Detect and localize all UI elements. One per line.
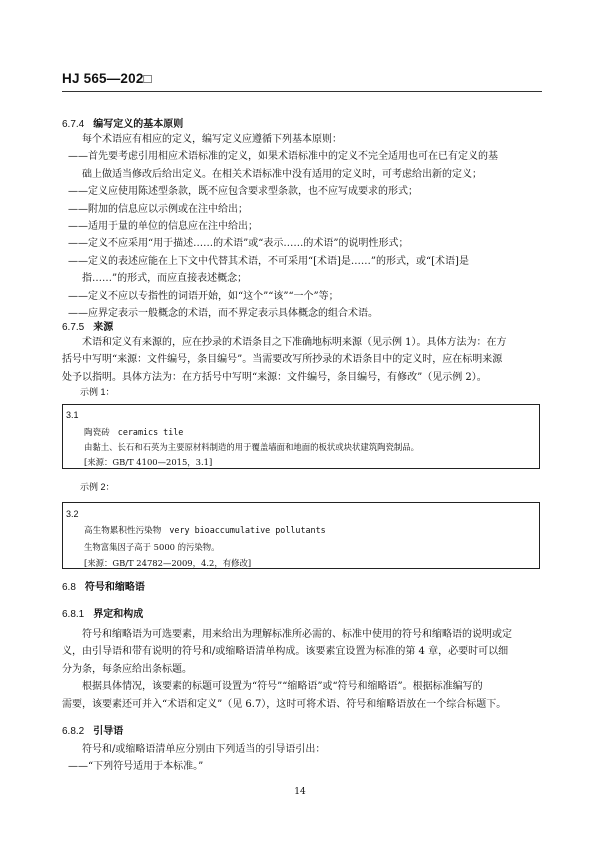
paragraph-line: 需要，该要素还可并入“术语和定义”（见 6.7），这时可将术语、符号和缩略语放在一个综合标题下。: [62, 698, 507, 710]
example-2-box: [62, 502, 540, 569]
paragraph-line: 根据具体情况，该要素的标题可设置为“符号”“缩略语”或“符号和缩略语”。根据标准编写的: [82, 681, 483, 693]
section-number: 6.7.5: [62, 322, 85, 333]
paragraph-line: 处予以指明。具体方法为：在方括号中写明“来源：文件编号，条目编号，有修改”（见示例 2）。: [62, 371, 487, 383]
example-2-label: 示例 2：: [80, 482, 115, 492]
section-number: 6.7.4: [62, 119, 85, 130]
section-body-6-7-5: [62, 334, 536, 386]
list-item: ——定义不应以专指性的词语开始，如“这个”“该”“一个”等；: [68, 290, 339, 302]
list-item: ——定义不应采用“用于描述……的术语”或“表示……的术语”的说明性形式；: [68, 238, 409, 250]
section-title: 界定和构成: [93, 609, 144, 620]
term-chinese: 高生物累积性污染物: [84, 525, 162, 535]
paragraph-line: 符号和缩略语为可选要素，用来给出为理解标准所必需的、标准中使用的符号和缩略语的说明或定: [82, 629, 512, 640]
term-definition: 生物富集因子高于 5000 的污染物。: [84, 542, 220, 552]
list-item: ——首先要考虑引用相应术语标准的定义，如果术语标准中的定义不完全适用也可在已有定义的基: [68, 151, 498, 163]
example-1-box: [62, 404, 540, 469]
standard-code-header: HJ 565—202□: [62, 71, 152, 86]
term-source: [来源：GB/T 24782—2009，4.2，有修改]: [84, 558, 252, 568]
term-source: [来源：GB/T 4100—2015，3.1]: [84, 457, 213, 467]
example-1-label: 示例 1：: [80, 387, 115, 397]
term-english: very bioaccumulative pollutants: [169, 525, 326, 535]
paragraph-line: 术语和定义有来源的，应在抄录的术语条目之下准确地标明来源（见示例 1）。具体方法为：在方: [82, 337, 507, 348]
intro-text: 符号和/或缩略语清单应分别由下列适当的引导语引出：: [82, 744, 326, 755]
term-number: 3.2: [66, 509, 79, 519]
paragraph-line: 义，由引导语和带有说明的符号和/或缩略语清单构成。该要素宜设置为标准的第 4 章，必要时可以细: [62, 646, 509, 658]
section-heading-6-8-2: [62, 722, 123, 737]
section-body-6-8-1: [62, 626, 536, 713]
term-english: ceramics tile: [117, 427, 184, 437]
term-entry: [84, 426, 183, 438]
section-number: 6.8: [62, 582, 76, 593]
header-rule: [62, 91, 542, 92]
paragraph-line: 分为条，每条应给出条标题。: [62, 663, 192, 675]
section-heading-6-8: [62, 578, 145, 593]
term-number: 3.1: [66, 410, 79, 420]
section-title: 引导语: [93, 726, 124, 737]
list-item: ——应界定表示一般概念的术语，而不界定表示具体概念的组合术语。: [68, 308, 378, 320]
section-number: 6.8.2: [62, 726, 85, 737]
section-title: 来源: [93, 322, 114, 333]
list-item: ——附加的信息应以示例或在注中给出；: [68, 203, 248, 215]
list-item: ——定义应使用陈述型条款，既不应包含要求型条款，也不应写成要求的形式；: [68, 186, 418, 198]
section-heading-6-8-1: [62, 605, 143, 620]
term-definition: 由黏土、长石和石英为主要原材料制造的用于覆盖墙面和地面的板状或块状建筑陶瓷制品。: [84, 442, 419, 452]
paragraph-line: 括号中写明“来源：文件编号，条目编号”。当需要改写所抄录的术语条目中的定义时，应在标明来源: [62, 354, 503, 366]
list-item: ——适用于量的单位的信息应在注中给出；: [68, 221, 258, 233]
term-chinese: 陶瓷砖: [84, 427, 110, 437]
section-body-6-8-2: [62, 741, 536, 776]
list-item-continuation: 指……”的形式，而应直接表述概念；: [82, 273, 248, 285]
term-entry: [84, 524, 326, 536]
section-title: 编写定义的基本原则: [93, 119, 184, 130]
section-body-6-7-4: [62, 131, 536, 322]
list-item: ——定义的表述应能在上下文中代替其术语，不可采用“[术语]是……”的形式，或“[术语]是: [68, 255, 469, 267]
section-heading-6-7-5: [62, 318, 113, 333]
section-heading-6-7-4: [62, 115, 183, 130]
list-item-continuation: 础上做适当修改后给出定义。在相关术语标准中没有适用的定义时，可考虑给出新的定义；: [82, 168, 482, 180]
list-item: ——“下列符号适用于本标准。”: [68, 761, 204, 773]
section-number: 6.8.1: [62, 609, 85, 620]
intro-text: 每个术语应有相应的定义，编写定义应遵循下列基本原则：: [82, 134, 342, 145]
page-number: 14: [294, 787, 306, 797]
section-title: 符号和缩略语: [84, 582, 145, 593]
